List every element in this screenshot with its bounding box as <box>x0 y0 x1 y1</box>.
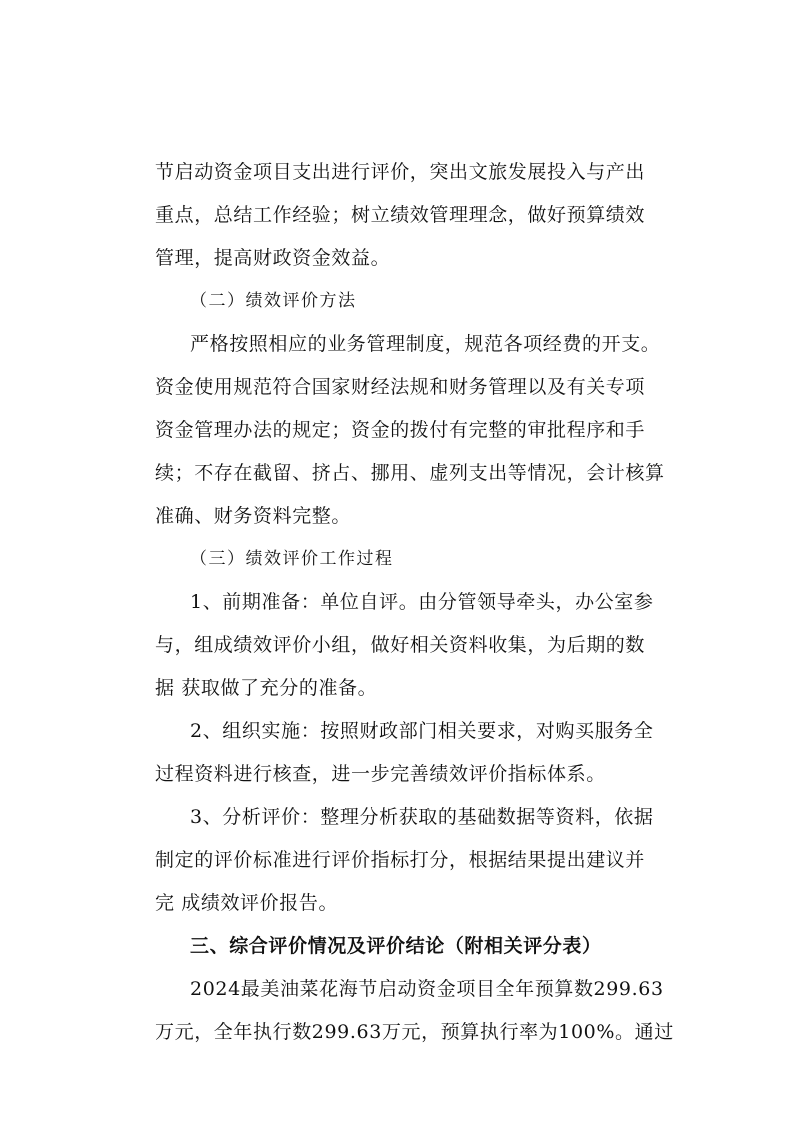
section-heading: （三）绩效评价工作过程 <box>190 549 394 569</box>
body-line: 重点，总结工作经验；树立绩效管理理念，做好预算绩效 <box>155 204 646 226</box>
body-line: 据 获取做了充分的准备。 <box>155 677 378 699</box>
chapter-heading: 三、综合评价情况及评价结论（附相关评分表） <box>190 935 602 957</box>
body-line: 续；不存在截留、挤占、挪用、虚列支出等情况，会计核算 <box>155 462 665 484</box>
body-line: 万元，全年执行数299.63万元，预算执行率为100%。通过 <box>155 1021 674 1043</box>
body-line: 2024最美油菜花海节启动资金项目全年预算数299.63 <box>190 978 664 1000</box>
body-line: 节启动资金项目支出进行评价，突出文旅发展投入与产出 <box>155 161 646 183</box>
body-line: 管理，提高财政资金效益。 <box>155 247 391 269</box>
body-line: 准确、财务资料完整。 <box>155 505 352 527</box>
body-line: 与，组成绩效评价小组，做好相关资料收集，为后期的数 <box>155 634 646 656</box>
body-line: 资金使用规范符合国家财经法规和财务管理以及有关专项 <box>155 376 646 398</box>
body-line: 制定的评价标准进行评价指标打分，根据结果提出建议并 <box>155 849 646 871</box>
body-line: 完 成绩效评价报告。 <box>155 892 339 914</box>
body-line: 2、组织实施：按照财政部门相关要求，对购买服务全 <box>190 720 654 742</box>
body-line: 3、分析评价：整理分析获取的基础数据等资料，依据 <box>190 806 654 828</box>
body-line: 1、前期准备：单位自评。由分管领导牵头，办公室参 <box>190 591 654 613</box>
body-line: 过程资料进行核查，进一步完善绩效评价指标体系。 <box>155 763 606 785</box>
body-line: 严格按照相应的业务管理制度，规范各项经费的开支。 <box>190 333 661 355</box>
section-heading: （二）绩效评价方法 <box>190 291 357 311</box>
body-line: 资金管理办法的规定；资金的拨付有完整的审批程序和手 <box>155 419 646 441</box>
